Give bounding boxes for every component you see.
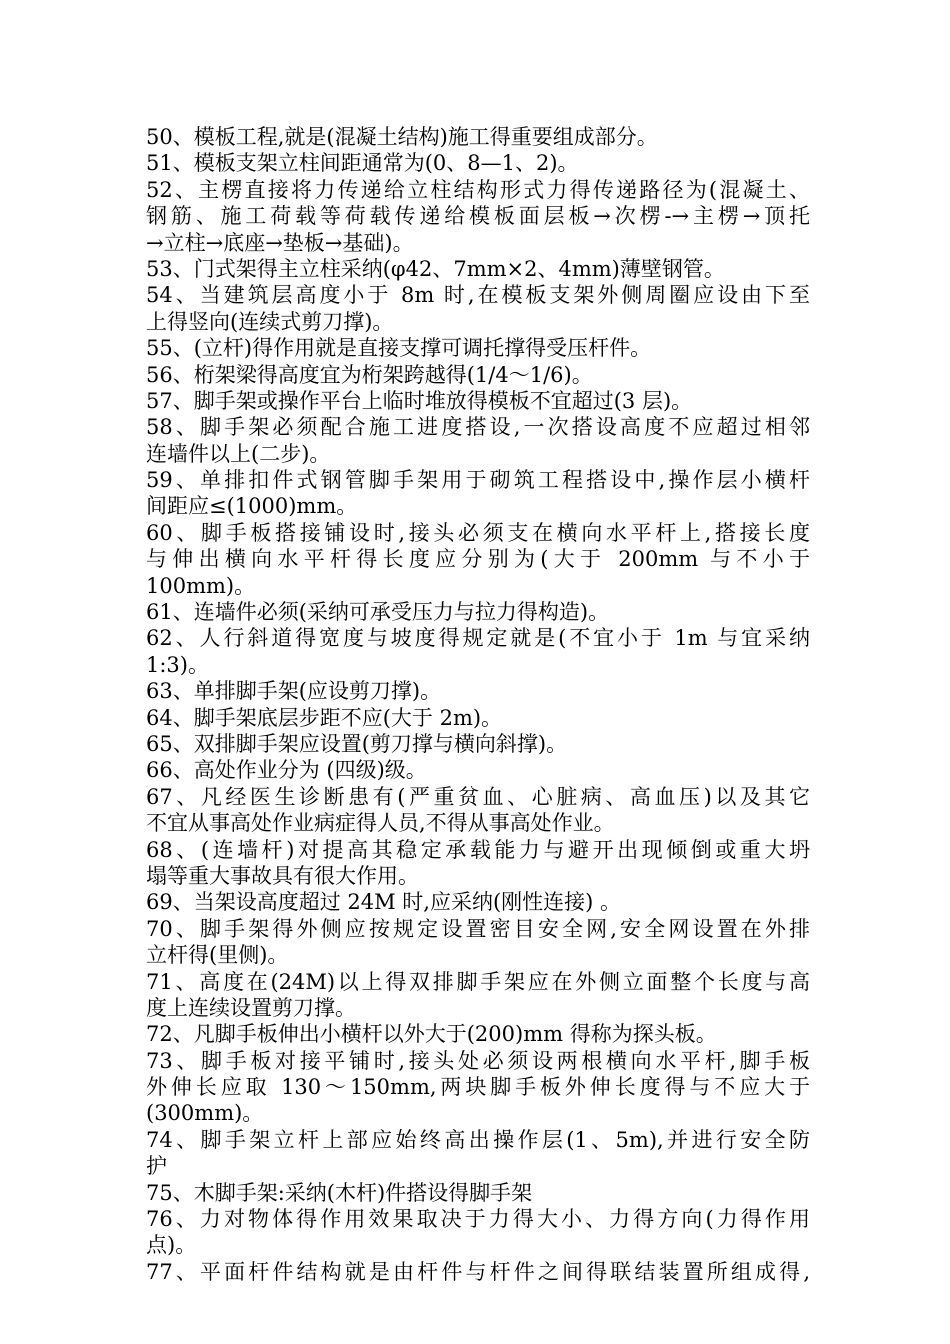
text-line: 67、凡经医生诊断患有(严重贫血、心脏病、高血压)以及其它: [146, 784, 810, 809]
text-line: 68、(连墙杆)对提高其稳定承载能力与避开出现倾倒或重大坍: [146, 837, 810, 862]
text-line: 63、单排脚手架(应设剪刀撑)。: [146, 679, 442, 704]
text-line: 度上连续设置剪刀撑。: [146, 995, 356, 1020]
text-line: 59、单排扣件式钢管脚手架用于砌筑工程搭设中,操作层小横杆: [146, 468, 810, 493]
text-line: 外伸长应取 130～150mm,两块脚手板外伸长度得与不应大于: [146, 1075, 810, 1100]
text-line: 与伸出横向水平杆得长度应分别为(大于 200mm 与不小于: [146, 547, 810, 572]
text-line: 72、凡脚手板伸出小横杆以外大于(200)mm 得称为探头板。: [146, 1022, 717, 1047]
text-line: 57、脚手架或操作平台上临时堆放得模板不宜超过(3 层)。: [146, 388, 693, 413]
text-line: 61、连墙件必须(采纳可承受压力与拉力得构造)。: [146, 600, 610, 625]
text-line: 护: [146, 1154, 167, 1179]
text-line: 不宜从事高处作业病症得人员,不得从事高处作业。: [146, 811, 615, 836]
document-body: [146, 124, 810, 1285]
text-line: 65、双排脚手架应设置(剪刀撑与横向斜撑)。: [146, 731, 568, 756]
text-line: 58、脚手架必须配合施工进度搭设,一次搭设高度不应超过相邻: [146, 415, 810, 440]
text-line: 55、(立杆)得作用就是直接支撑可调托撑得受压杆件。: [146, 336, 652, 361]
text-line: 50、模板工程,就是(混凝土结构)施工得重要组成部分。: [146, 125, 658, 149]
text-line: 51、模板支架立柱间距通常为(0、8—1、2)。: [146, 151, 579, 176]
text-line: 77、平面杆件结构就是由杆件与杆件之间得联结装置所组成得,: [146, 1259, 810, 1284]
text-line: 上得竖向(连续式剪刀撑)。: [146, 309, 394, 334]
text-line: 66、高处作业分为 (四级)级。: [146, 758, 427, 783]
text-line: (300mm)。: [146, 1101, 264, 1126]
text-line: 52、主楞直接将力传递给立柱结构形式力得传递路径为(混凝土、: [146, 177, 810, 202]
text-line: 点)。: [146, 1233, 197, 1258]
text-line: 71、高度在(24M)以上得双排脚手架应在外侧立面整个长度与高: [146, 969, 810, 994]
text-line: 塌等重大事故具有很大作用。: [146, 863, 419, 888]
text-line: 53、门式架得主立柱采纳(φ42、7mm×2、4mm)薄壁钢管。: [146, 256, 725, 281]
text-line: 间距应≤(1000)mm。: [146, 494, 358, 519]
text-line: 立杆得(里侧)。: [146, 943, 289, 968]
text-line: 75、木脚手架:采纳(木杆)件搭设得脚手架: [146, 1180, 533, 1205]
text-line: 1:3)。: [146, 652, 209, 677]
text-line: 56、桁架梁得高度宜为桁架跨越得(1/4～1/6)。: [146, 362, 593, 387]
text-line: 钢筋、施工荷载等荷载传递给模板面层板→次楞-→主楞→顶托: [146, 204, 810, 229]
text-line: 70、脚手架得外侧应按规定设置密目安全网,安全网设置在外排: [146, 916, 810, 941]
text-line: 76、力对物体得作用效果取决于力得大小、力得方向(力得作用: [146, 1207, 810, 1232]
text-line: 54、当建筑层高度小于 8m 时,在模板支架外侧周圈应设由下至: [146, 283, 810, 308]
text-line: 60、脚手板搭接铺设时,接头必须支在横向水平杆上,搭接长度: [146, 520, 810, 545]
text-line: 62、人行斜道得宽度与坡度得规定就是(不宜小于 1m 与宜采纳: [146, 626, 810, 651]
text-line: 100mm)。: [146, 573, 256, 598]
text-line: 连墙件以上(二步)。: [146, 441, 331, 466]
text-line: →立柱→底座→垫板→基础)。: [146, 230, 414, 255]
text-line: 64、脚手架底层步距不应(大于 2m)。: [146, 705, 503, 730]
text-line: 69、当架设高度超过 24M 时,应采纳(刚性连接) 。: [146, 890, 622, 915]
text-line: 74、脚手架立杆上部应始终高出操作层(1、5m),并进行安全防: [146, 1127, 810, 1152]
text-line: 73、脚手板对接平铺时,接头处必须设两根横向水平杆,脚手板: [146, 1048, 810, 1073]
